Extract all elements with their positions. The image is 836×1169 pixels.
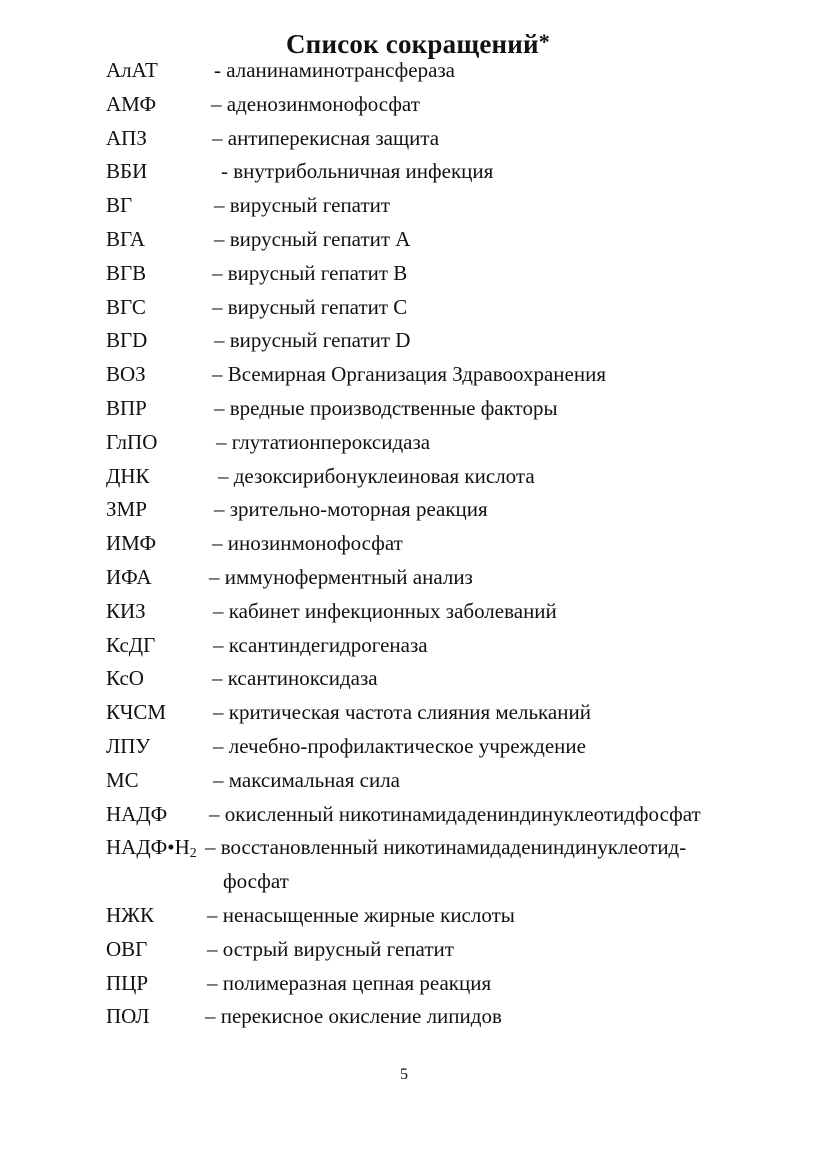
list-item xyxy=(106,324,806,358)
abbreviation: АМФ xyxy=(106,91,157,116)
abbreviation: ОВГ xyxy=(106,936,148,961)
definition: – вирусный гепатит D xyxy=(214,328,411,353)
definition: – вирусный гепатит А xyxy=(214,226,411,251)
abbreviation-list xyxy=(106,54,806,1034)
definition: – инозинмонофосфат xyxy=(212,531,403,556)
title-text: Список сокращений xyxy=(285,29,539,59)
list-item xyxy=(106,1000,806,1034)
list-item xyxy=(106,764,806,798)
list-item xyxy=(106,730,806,764)
list-item xyxy=(106,460,806,494)
abbreviation: ВГС xyxy=(106,294,146,319)
definition: – ксантиноксидаза xyxy=(212,666,378,691)
list-item xyxy=(106,493,806,527)
definition: – дезоксирибонуклеиновая кислота xyxy=(218,463,535,488)
abbreviation: КсО xyxy=(106,666,144,691)
abbreviation: ЛПУ xyxy=(106,733,151,758)
abbreviation: ВГ xyxy=(106,193,133,218)
abbreviation: ВГВ xyxy=(106,260,147,285)
abbreviation: МС xyxy=(106,767,139,792)
abbreviation: НЖК xyxy=(106,902,154,927)
definition: – лечебно-профилактическое учреждение xyxy=(213,733,586,758)
abbreviation: ВПР xyxy=(106,395,147,420)
footnote-mark: * xyxy=(538,29,550,54)
abbreviation-text: НАДФ•Н xyxy=(106,835,190,860)
abbreviation: ВБИ xyxy=(106,159,148,184)
list-item xyxy=(106,88,806,122)
list-item xyxy=(106,392,806,426)
abbreviation: ВОЗ xyxy=(106,362,146,387)
list-item xyxy=(106,426,806,460)
abbreviation: ВГА xyxy=(106,226,146,251)
list-item xyxy=(106,54,806,88)
definition: – острый вирусный гепатит xyxy=(207,936,454,961)
abbreviation: АПЗ xyxy=(106,125,147,150)
definition: – вирусный гепатит С xyxy=(212,294,408,319)
definition: – максимальная сила xyxy=(213,767,400,792)
definition: – окисленный никотинамидадениндинуклеотидфосфат xyxy=(209,801,701,826)
definition-continuation: фосфат xyxy=(223,869,289,894)
list-item xyxy=(106,696,806,730)
definition: – ненасыщенные жирные кислоты xyxy=(207,902,515,927)
abbreviation: КсДГ xyxy=(106,632,156,657)
list-item xyxy=(106,561,806,595)
definition: – полимеразная цепная реакция xyxy=(207,970,492,995)
definition: - аланинаминотрансфераза xyxy=(214,58,456,82)
abbreviation: КИЗ xyxy=(106,598,146,623)
definition: - внутрибольничная инфекция xyxy=(221,159,494,184)
definition: – перекисное окисление липидов xyxy=(205,1004,502,1029)
list-item xyxy=(106,291,806,325)
list-item xyxy=(106,223,806,257)
definition: – вредные производственные факторы xyxy=(214,395,558,420)
abbreviation: ВГD xyxy=(106,328,148,353)
abbreviation xyxy=(106,831,197,865)
abbreviation: АлАТ xyxy=(106,58,158,82)
page-number: 5 xyxy=(400,1066,408,1083)
list-item xyxy=(106,595,806,629)
list-item xyxy=(106,933,806,967)
definition: – аденозинмонофосфат xyxy=(211,91,420,116)
abbreviation: НАДФ xyxy=(106,801,168,826)
definition: – иммуноферментный анализ xyxy=(209,564,473,589)
list-item xyxy=(106,358,806,392)
definition: – зрительно-моторная реакция xyxy=(214,497,488,522)
list-item xyxy=(106,155,806,189)
abbreviation: ИМФ xyxy=(106,531,157,556)
list-item xyxy=(106,122,806,156)
definition: – ксантиндегидрогеназа xyxy=(213,632,428,657)
list-item xyxy=(106,257,806,291)
definition: – антиперекисная защита xyxy=(212,125,440,150)
abbreviation: ГлПО xyxy=(106,429,158,454)
abbreviation: ПЦР xyxy=(106,970,149,995)
definition: – вирусный гепатит xyxy=(214,193,391,218)
definition: – Всемирная Организация Здравоохранения xyxy=(212,362,606,387)
abbreviation: ПОЛ xyxy=(106,1004,150,1029)
abbreviation: КЧСМ xyxy=(106,700,167,725)
list-item xyxy=(106,527,806,561)
abbreviation: ДНК xyxy=(106,463,150,488)
definition xyxy=(205,831,686,899)
definition-line: – восстановленный никотинамидадениндинуклеотид- xyxy=(205,835,687,860)
list-item xyxy=(106,189,806,223)
abbreviation: ИФА xyxy=(106,564,152,589)
list-item xyxy=(106,967,806,1001)
list-item xyxy=(106,831,806,899)
definition: – критическая частота слияния мельканий xyxy=(213,700,591,725)
abbreviation: ЗМР xyxy=(106,497,147,522)
list-item xyxy=(106,798,806,832)
list-item xyxy=(106,629,806,663)
list-item xyxy=(106,662,806,696)
definition: – глутатионпероксидаза xyxy=(216,429,431,454)
definition: – кабинет инфекционных заболеваний xyxy=(213,598,557,623)
list-item xyxy=(106,899,806,933)
abbreviation-subscript: 2 xyxy=(189,846,197,862)
definition: – вирусный гепатит В xyxy=(212,260,408,285)
